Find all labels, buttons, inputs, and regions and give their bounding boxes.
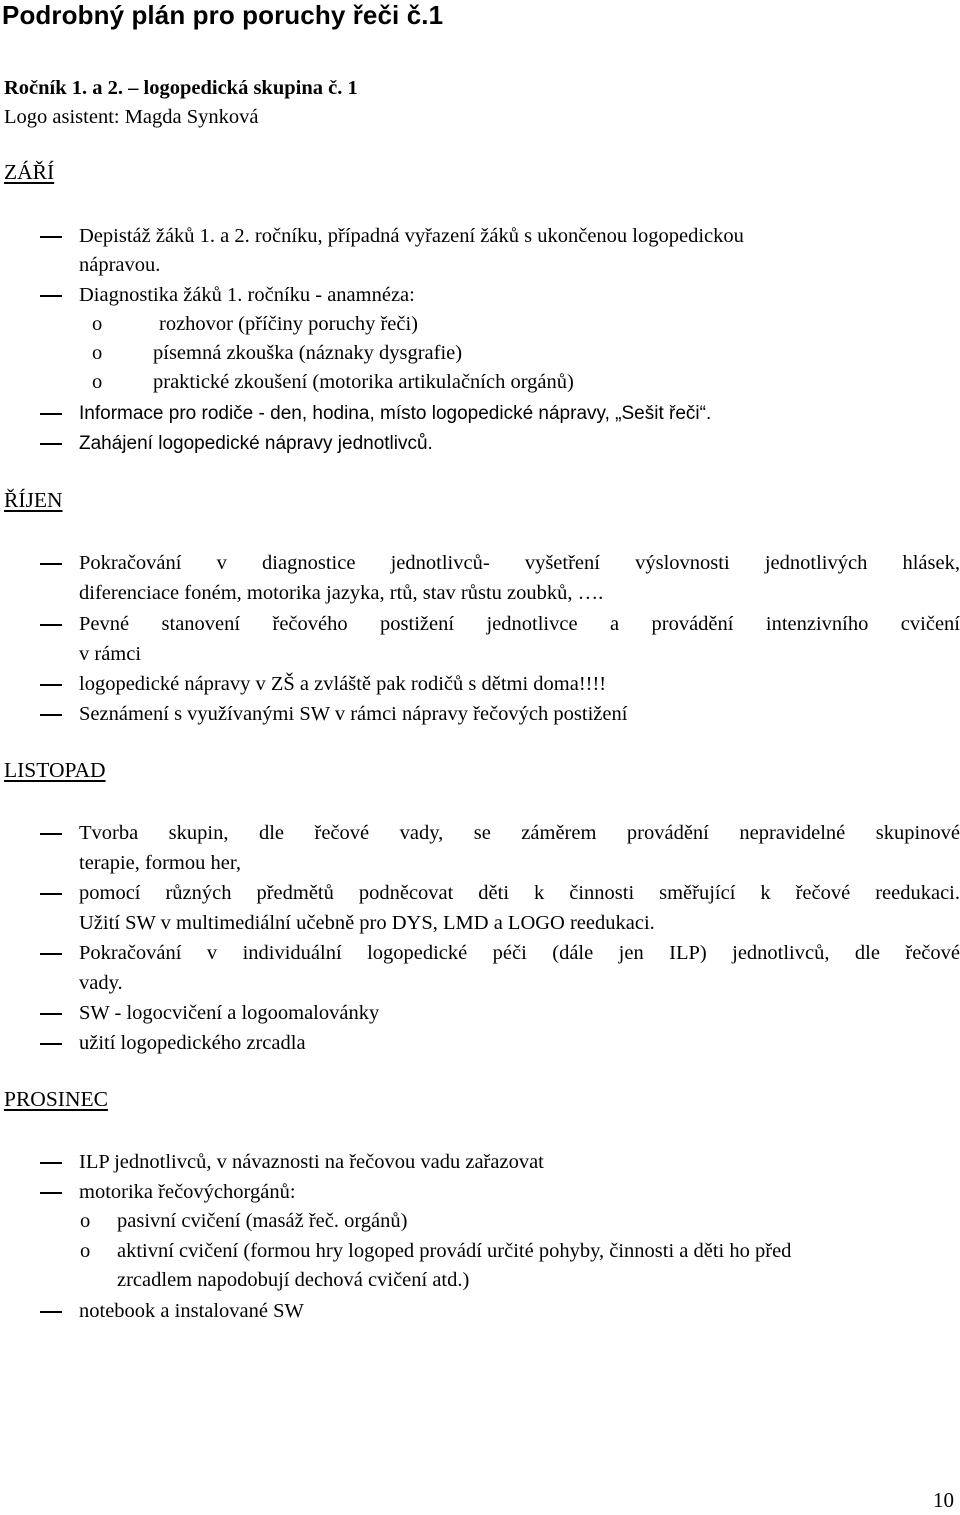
list-item [79, 819, 960, 878]
assistant-line: Logo asistent: Magda Synková [4, 106, 259, 128]
list-item: SW - logocvičení a logoomalovánky [79, 1002, 380, 1024]
bullet-dash [40, 236, 62, 238]
bullet-dash [40, 1013, 62, 1015]
list-item-line: Pevné stanovení řečového postižení jednotlivce a provádění intenzivního cvičení [79, 613, 960, 635]
list-item [79, 549, 960, 608]
list-item: užití logopedického zrcadla [79, 1032, 306, 1054]
list-item-line: pomocí různých předmětů podněcovat děti k činnosti směřující k řečové reedukaci. [79, 882, 960, 904]
list-item-line: Tvorba skupin, dle řečové vady, se záměrem provádění nepravidelné skupinové [79, 822, 960, 844]
bullet-o: o [92, 342, 103, 364]
bullet-o: o [80, 1210, 91, 1232]
list-item: Seznámení s využívanými SW v rámci nápravy řečových postižení [79, 703, 628, 725]
bullet-o: o [92, 313, 103, 335]
bullet-dash [40, 295, 62, 297]
page-number: 10 [933, 1488, 954, 1512]
bullet-o: o [80, 1240, 91, 1262]
list-item: Diagnostika žáků 1. ročníku - anamnéza: [79, 284, 415, 306]
list-item-continuation: diferenciace foném, motorika jazyka, rtů, stav růstu zoubků, …. [79, 581, 604, 604]
sub-item-continuation: zrcadlem napodobují dechová cvičení atd.) [117, 1269, 470, 1291]
bullet-dash [40, 893, 62, 895]
sub-item: aktivní cvičení (formou hry logoped provádí určité pohyby, činnosti a děti ho před [117, 1240, 792, 1262]
list-item: notebook a instalované SW [79, 1300, 304, 1322]
bullet-dash [40, 413, 62, 415]
section-heading-listopad: LISTOPAD [4, 758, 106, 782]
list-item [79, 879, 960, 938]
bullet-dash [40, 624, 62, 626]
sub-item: praktické zkoušení (motorika artikulačních orgánů) [153, 371, 574, 393]
list-item-continuation: nápravou. [79, 254, 161, 276]
list-item-continuation: v rámci [79, 642, 142, 665]
list-item-continuation: Užití SW v multimediální učebně pro DYS, LMD a LOGO reedukaci. [79, 911, 655, 934]
bullet-dash [40, 1311, 62, 1313]
list-item-continuation: terapie, formou her, [79, 851, 241, 874]
bullet-dash [40, 443, 62, 445]
bullet-dash [40, 953, 62, 955]
grade-line: Ročník 1. a 2. – logopedická skupina č. 1 [4, 77, 358, 99]
bullet-o: o [92, 371, 103, 393]
sub-item: písemná zkouška (náznaky dysgrafie) [153, 342, 463, 364]
sub-item: pasivní cvičení (masáž řeč. orgánů) [117, 1210, 408, 1232]
list-item: Depistáž žáků 1. a 2. ročníku, případná vyřazení žáků s ukončenou logopedickou [79, 225, 744, 247]
bullet-dash [40, 1192, 62, 1194]
bullet-dash [40, 563, 62, 565]
list-item: logopedické nápravy v ZŠ a zvláště pak rodičů s dětmi doma!!!! [79, 673, 607, 695]
bullet-dash [40, 833, 62, 835]
sub-item: rozhovor (příčiny poruchy řeči) [159, 313, 418, 335]
bullet-dash [40, 684, 62, 686]
list-item: motorika řečovýchorgánů: [79, 1181, 296, 1203]
section-heading-rijen: ŘÍJEN [4, 488, 63, 512]
list-item-continuation: vady. [79, 971, 123, 994]
list-item: Informace pro rodiče - den, hodina, místo logopedické nápravy, „Sešit řeči“. [79, 403, 712, 424]
document-title: Podrobný plán pro poruchy řeči č.1 [2, 0, 444, 30]
list-item: Zahájení logopedické nápravy jednotlivců. [79, 433, 433, 454]
section-heading-prosinec: PROSINEC [4, 1087, 108, 1111]
list-item [79, 610, 960, 669]
bullet-dash [40, 714, 62, 716]
bullet-dash [40, 1162, 62, 1164]
list-item-line: Pokračování v diagnostice jednotlivců- vyšetření výslovnosti jednotlivých hlásek, [79, 552, 960, 574]
bullet-dash [40, 1043, 62, 1045]
list-item [79, 939, 960, 998]
section-heading-zari: ZÁŘÍ [4, 160, 55, 184]
list-item: ILP jednotlivců, v návaznosti na řečovou vadu zařazovat [79, 1151, 544, 1173]
list-item-line: Pokračování v individuální logopedické péči (dále jen ILP) jednotlivců, dle řečové [79, 942, 960, 964]
